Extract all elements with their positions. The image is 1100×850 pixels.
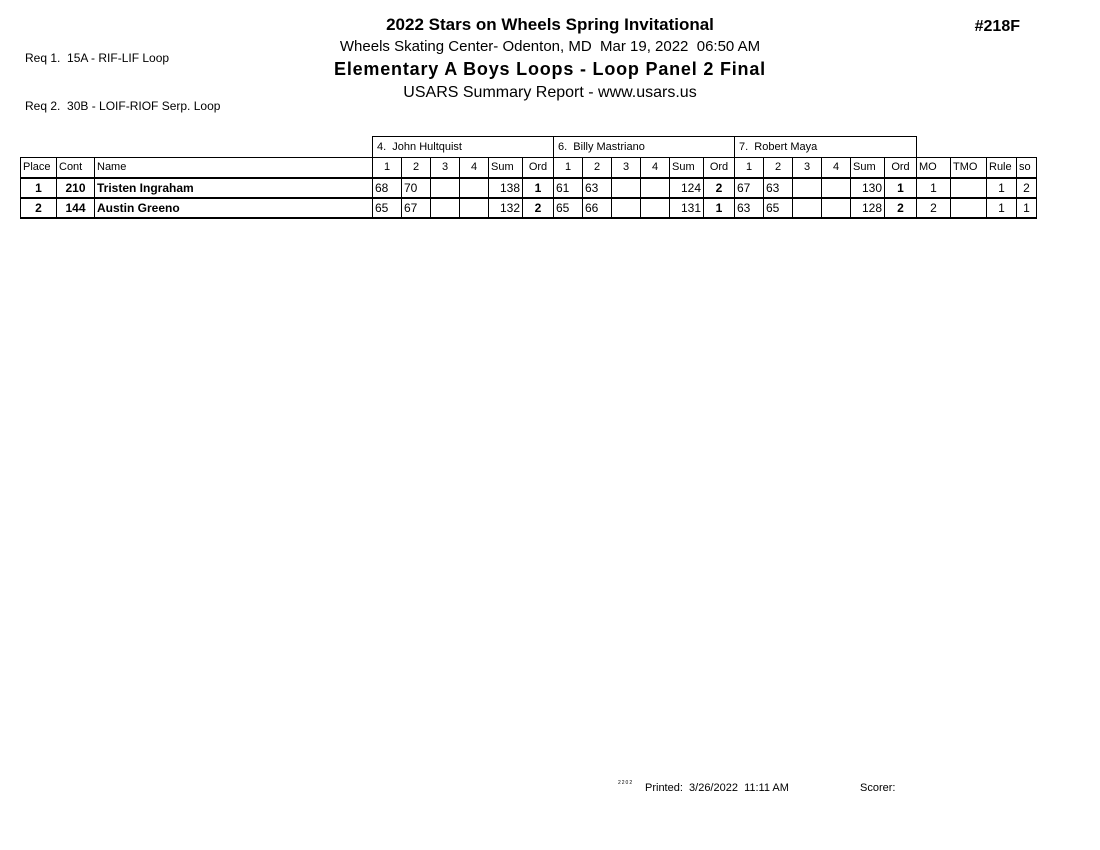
- judge2-score2-cell: 66: [583, 198, 612, 218]
- tmo-cell: [951, 178, 987, 198]
- mo-cell: 2: [917, 198, 951, 218]
- judge3-score1-cell: 63: [735, 198, 764, 218]
- judge2-score3-cell: [612, 178, 641, 198]
- rule-cell: 1: [987, 178, 1017, 198]
- col-header-name: Name: [95, 158, 373, 178]
- judges-header-row: [21, 137, 1037, 158]
- judge2-score2-cell: 63: [583, 178, 612, 198]
- judge1-sum-cell: 132: [489, 198, 523, 218]
- skater-name-cell: Tristen Ingraham: [95, 178, 373, 198]
- col-header-ord: Ord: [885, 158, 917, 178]
- table-row: [21, 178, 1037, 198]
- judge3-score3-cell: [793, 178, 822, 198]
- tmo-cell: [951, 198, 987, 218]
- col-header-ord: Ord: [704, 158, 735, 178]
- col-header-score1: 1: [554, 158, 583, 178]
- judge1-score2-cell: 70: [402, 178, 431, 198]
- report-number: #218F: [974, 18, 1020, 35]
- requirement-line-1: Req 1. 15A - RIF-LIF Loop: [25, 51, 170, 65]
- division-title: Elementary A Boys Loops - Loop Panel 2 Final: [334, 59, 766, 79]
- column-header-row: [21, 158, 1037, 178]
- col-header-score4: 4: [822, 158, 851, 178]
- contestant-number-cell: 210: [57, 178, 95, 198]
- col-header-rule: Rule: [987, 158, 1017, 178]
- judge2-ordinal-cell: 1: [704, 198, 735, 218]
- judge1-score4-cell: [460, 198, 489, 218]
- judge1-score3-cell: [431, 198, 460, 218]
- col-header-score2: 2: [402, 158, 431, 178]
- col-header-sum: Sum: [851, 158, 885, 178]
- col-header-score4: 4: [641, 158, 670, 178]
- judge3-sum-cell: 130: [851, 178, 885, 198]
- so-cell: 2: [1017, 178, 1037, 198]
- judge1-ordinal-cell: 2: [523, 198, 554, 218]
- col-header-score2: 2: [583, 158, 612, 178]
- col-header-score1: 1: [735, 158, 764, 178]
- event-title: 2022 Stars on Wheels Spring Invitational: [386, 15, 714, 34]
- judge3-score4-cell: [822, 178, 851, 198]
- judges-row-right-spacer: [917, 137, 1037, 158]
- judges-row-left-spacer: [21, 137, 373, 158]
- judge2-score4-cell: [641, 198, 670, 218]
- judge3-score1-cell: 67: [735, 178, 764, 198]
- report-type-line: USARS Summary Report - www.usars.us: [403, 84, 697, 101]
- footer-version-code: 2202: [618, 780, 634, 786]
- scorer-label: Scorer:: [860, 782, 896, 794]
- col-header-place: Place: [21, 158, 57, 178]
- judge1-score4-cell: [460, 178, 489, 198]
- judge3-ordinal-cell: 2: [885, 198, 917, 218]
- judge3-score3-cell: [793, 198, 822, 218]
- col-header-sum: Sum: [670, 158, 704, 178]
- judge3-sum-cell: 128: [851, 198, 885, 218]
- col-header-cont: Cont: [57, 158, 95, 178]
- judge2-ordinal-cell: 2: [704, 178, 735, 198]
- col-header-tmo: TMO: [951, 158, 987, 178]
- col-header-score3: 3: [793, 158, 822, 178]
- judge2-score3-cell: [612, 198, 641, 218]
- place-cell: 2: [21, 198, 57, 218]
- col-header-so: so: [1017, 158, 1037, 178]
- judge-name-cell: 7. Robert Maya: [735, 137, 917, 158]
- table-row: [21, 198, 1037, 218]
- mo-cell: 1: [917, 178, 951, 198]
- col-header-score3: 3: [431, 158, 460, 178]
- results-table: [20, 136, 1037, 219]
- venue-date-line: Wheels Skating Center- Odenton, MD Mar 19, 2022 06:50 AM: [339, 38, 761, 55]
- judge3-score4-cell: [822, 198, 851, 218]
- judge1-score2-cell: 67: [402, 198, 431, 218]
- contestant-number-cell: 144: [57, 198, 95, 218]
- judge1-ordinal-cell: 1: [523, 178, 554, 198]
- judge3-score2-cell: 65: [764, 198, 793, 218]
- judge3-score2-cell: 63: [764, 178, 793, 198]
- col-header-score3: 3: [612, 158, 641, 178]
- judge2-score1-cell: 65: [554, 198, 583, 218]
- col-header-score2: 2: [764, 158, 793, 178]
- judge1-score1-cell: 65: [373, 198, 402, 218]
- requirement-line-2: Req 2. 30B - LOIF-RIOF Serp. Loop: [25, 99, 221, 113]
- rule-cell: 1: [987, 198, 1017, 218]
- judge2-score4-cell: [641, 178, 670, 198]
- col-header-sum: Sum: [489, 158, 523, 178]
- judge2-score1-cell: 61: [554, 178, 583, 198]
- judge1-score1-cell: 68: [373, 178, 402, 198]
- printed-timestamp: Printed: 3/26/2022 11:11 AM: [645, 782, 789, 794]
- judge-name-cell: 6. Billy Mastriano: [554, 137, 735, 158]
- col-header-score1: 1: [373, 158, 402, 178]
- col-header-score4: 4: [460, 158, 489, 178]
- judge2-sum-cell: 124: [670, 178, 704, 198]
- col-header-ord: Ord: [523, 158, 554, 178]
- judge1-sum-cell: 138: [489, 178, 523, 198]
- skater-name-cell: Austin Greeno: [95, 198, 373, 218]
- judge2-sum-cell: 131: [670, 198, 704, 218]
- place-cell: 1: [21, 178, 57, 198]
- judge1-score3-cell: [431, 178, 460, 198]
- so-cell: 1: [1017, 198, 1037, 218]
- judge-name-cell: 4. John Hultquist: [373, 137, 554, 158]
- report-header: [0, 14, 1100, 104]
- judge3-ordinal-cell: 1: [885, 178, 917, 198]
- col-header-mo: MO: [917, 158, 951, 178]
